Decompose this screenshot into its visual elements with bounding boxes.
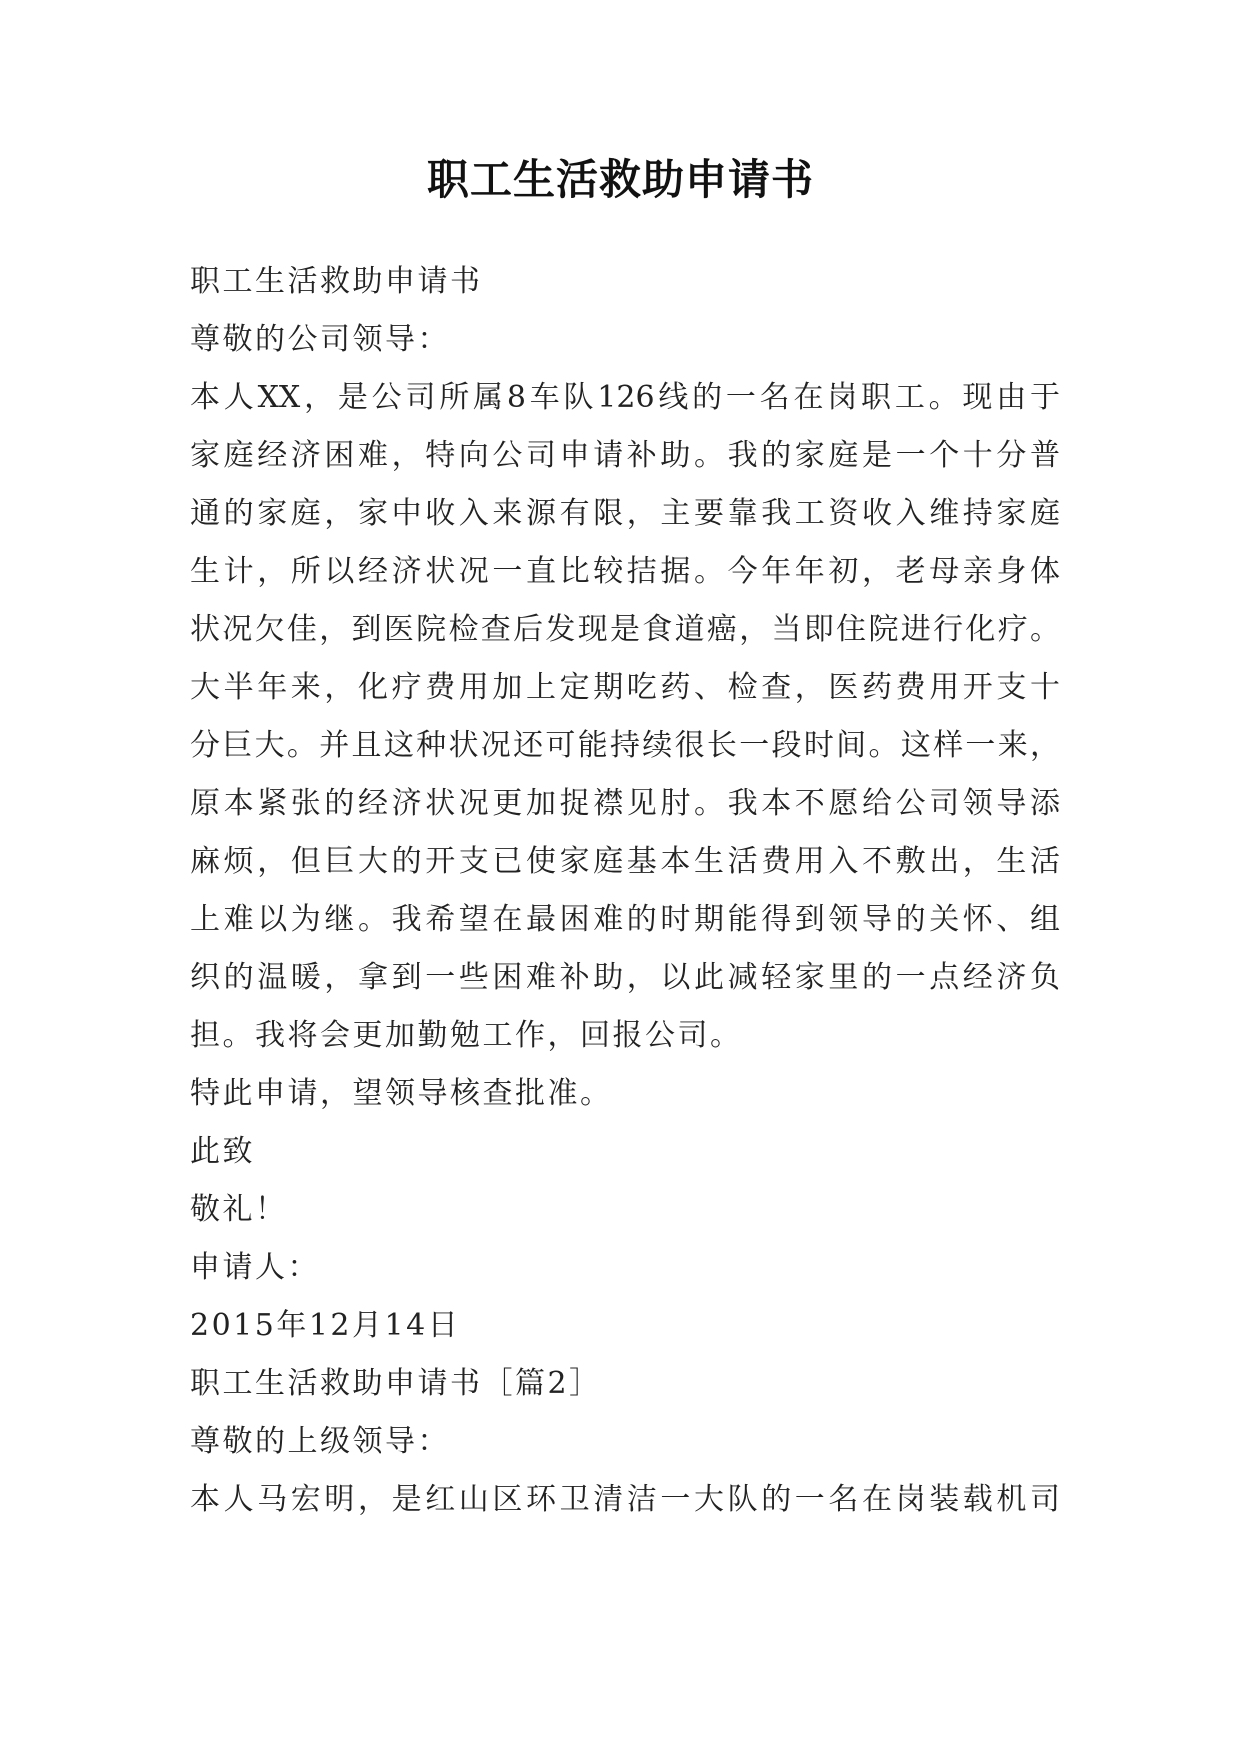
body-line: 2015年12月14日 xyxy=(190,1308,461,1343)
body-line: 生计，所以经济状况一直比较拮据。今年年初，老母亲身体 xyxy=(190,554,1060,589)
body-line: 尊敬的上级领导： xyxy=(190,1424,450,1459)
body-line: 状况欠佳，到医院检查后发现是食道癌，当即住院进行化疗。 xyxy=(190,612,1060,647)
body-line: 上难以为继。我希望在最困难的时期能得到领导的关怀、组 xyxy=(190,902,1060,937)
body-line: 通的家庭，家中收入来源有限，主要靠我工资收入维持家庭 xyxy=(190,496,1060,531)
body-line: 此致 xyxy=(190,1134,255,1169)
body-line: 特此申请，望领导核查批准。 xyxy=(190,1076,613,1111)
body-line: 原本紧张的经济状况更加捉襟见肘。我本不愿给公司领导添 xyxy=(190,786,1060,821)
body-line: 大半年来，化疗费用加上定期吃药、检查，医药费用开支十 xyxy=(190,670,1060,705)
body-line: 分巨大。并且这种状况还可能持续很长一段时间。这样一来， xyxy=(190,728,1060,763)
body-line: 本人马宏明，是红山区环卫清洁一大队的一名在岗装载机司 xyxy=(190,1482,1060,1517)
body-line: 织的温暖，拿到一些困难补助，以此减轻家里的一点经济负 xyxy=(190,960,1060,995)
body-line: 尊敬的公司领导： xyxy=(190,322,450,357)
body-line: 职工生活救助申请书 xyxy=(190,264,483,299)
body-line: 担。我将会更加勤勉工作，回报公司。 xyxy=(190,1018,743,1053)
body-line: 申请人： xyxy=(190,1250,320,1285)
document-title: 职工生活救助申请书 xyxy=(426,155,814,204)
body-line: 家庭经济困难，特向公司申请补助。我的家庭是一个十分普 xyxy=(190,438,1060,473)
body-line: 本人XX，是公司所属8车队126线的一名在岗职工。现由于 xyxy=(190,380,1060,415)
body-line: 职工生活救助申请书［篇2］ xyxy=(190,1366,602,1401)
body-line: 敬礼！ xyxy=(190,1192,288,1227)
body-line: 麻烦，但巨大的开支已使家庭基本生活费用入不敷出，生活 xyxy=(190,844,1060,879)
